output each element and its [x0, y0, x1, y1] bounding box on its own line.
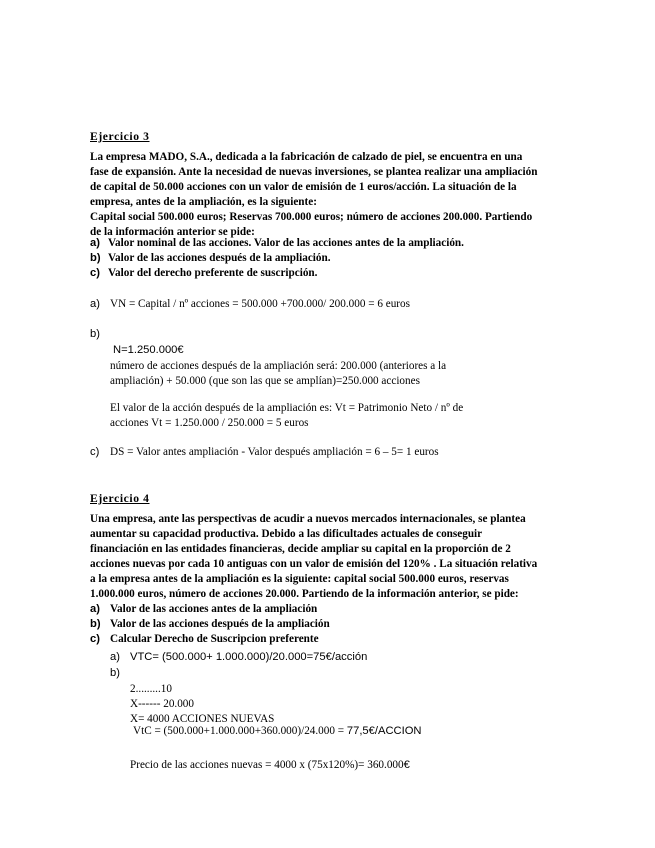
question-b	[90, 251, 580, 266]
answer-label: a)	[110, 651, 120, 663]
ex4-answer-b-label: b)	[110, 667, 120, 679]
statement-line: empresa, antes de la ampliación, es la siguiente:	[90, 196, 317, 208]
answer-text: DS = Valor antes ampliación - Valor después ampliación = 6 – 5= 1 euros	[110, 446, 439, 458]
question-label: a)	[90, 237, 100, 249]
answer-line: El valor de la acción después de la ampliación es: Vt = Patrimonio Neto / nº de	[110, 402, 464, 414]
vtc-result: 77,5€/ACCION	[346, 725, 422, 737]
question-text: Calcular Derecho de Suscripcion preferente	[110, 633, 319, 645]
question-label: b)	[90, 618, 101, 630]
exercise-4-statement	[90, 512, 580, 602]
exercise-3-statement	[90, 150, 580, 240]
statement-line: acciones nuevas por cada 10 antiguas con un valor de emisión del 120% . La situación relativa	[90, 558, 538, 570]
question-label: c)	[90, 267, 100, 279]
exercise-3-questions	[90, 236, 580, 281]
statement-line: a la empresa antes de la ampliación es la siguiente: capital social 500.000 euros, reservas	[90, 573, 509, 585]
answer-b-text2	[110, 401, 463, 431]
question-b	[90, 617, 580, 632]
question-text: Valor de las acciones después de la ampliación.	[108, 252, 331, 264]
statement-line: Capital social 500.000 euros; Reservas 700.000 euros; número de acciones 200.000. Partiendo	[90, 211, 533, 223]
question-a	[90, 602, 580, 617]
answer-line: número de acciones después de la ampliación será: 200.000 (anteriores a la	[110, 360, 447, 372]
answer-b-n-line: N=1.250.000€	[113, 344, 184, 356]
question-text: Valor del derecho preferente de suscripción.	[108, 267, 318, 279]
statement-line: de la información anterior se pide:	[90, 226, 255, 238]
answer-label: c)	[90, 446, 100, 458]
statement-line: Una empresa, ante las perspectivas de acudir a nuevos mercados internacionales, se plantea	[90, 513, 526, 525]
question-label: b)	[90, 252, 101, 264]
answer-line: 2.........10	[130, 683, 172, 695]
ex4-vtc-line	[133, 724, 422, 739]
question-c	[90, 266, 580, 281]
question-text: Valor de las acciones después de la ampliación	[110, 618, 330, 630]
answer-c	[90, 445, 580, 460]
answer-line: acciones Vt = 1.250.000 / 250.000 = 5 euros	[110, 417, 309, 429]
euro-symbol: €	[403, 759, 410, 771]
statement-line: 1.000.000 euros, número de acciones 20.000. Partiendo de la información anterior, se pide:	[90, 588, 519, 600]
answer-text: VN = Capital / nº acciones = 500.000 +700.000/ 200.000 = 6 euros	[110, 298, 410, 310]
ex4-price-line	[130, 758, 410, 773]
answer-a	[90, 297, 580, 312]
answer-line: ampliación) + 50.000 (que son las que se amplían)=250.000 acciones	[110, 375, 420, 387]
vtc-formula: VtC = (500.000+1.000.000+360.000)/24.000 =	[133, 725, 347, 737]
statement-line: La empresa MADO, S.A., dedicada a la fabricación de calzado de piel, se encuentra en una	[90, 151, 523, 163]
question-label: c)	[90, 633, 100, 645]
answer-text: VTC= (500.000+ 1.000.000)/20.000=75€/acción	[130, 651, 368, 663]
statement-line: aumentar su capacidad productiva. Debido a las dificultades actuales de conseguir	[90, 528, 483, 540]
answer-b-text1	[110, 359, 446, 389]
exercise-4-title: Ejercicio 4	[90, 492, 150, 505]
question-text: Valor nominal de las acciones. Valor de las acciones antes de la ampliación.	[108, 237, 464, 249]
answer-label: a)	[90, 298, 100, 310]
question-label: a)	[90, 603, 100, 615]
statement-line: fase de expansión. Ante la necesidad de nuevas inversiones, se plantea realizar una ampliación	[90, 166, 538, 178]
question-a	[90, 236, 580, 251]
statement-line: de capital de 50.000 acciones con un valor de emisión de 1 euros/acción. La situación de la	[90, 181, 517, 193]
price-formula: Precio de las acciones nuevas = 4000 x (75x120%)= 360.000	[130, 759, 404, 771]
question-c	[90, 632, 580, 647]
exercise-3-title: Ejercicio 3	[90, 130, 150, 143]
exercise-4-questions	[90, 602, 580, 647]
ex4-answer-a	[110, 650, 367, 665]
statement-line: financiación en las entidades financieras, decide ampliar su capital en la proporción de 2	[90, 543, 511, 555]
answer-b-label: b)	[90, 328, 100, 340]
question-text: Valor de las acciones antes de la ampliación	[110, 603, 318, 615]
ex4-answer-b-lines	[130, 682, 274, 727]
answer-line: X------ 20.000	[130, 698, 194, 710]
answer-line: X= 4000 ACCIONES NUEVAS	[130, 713, 275, 725]
